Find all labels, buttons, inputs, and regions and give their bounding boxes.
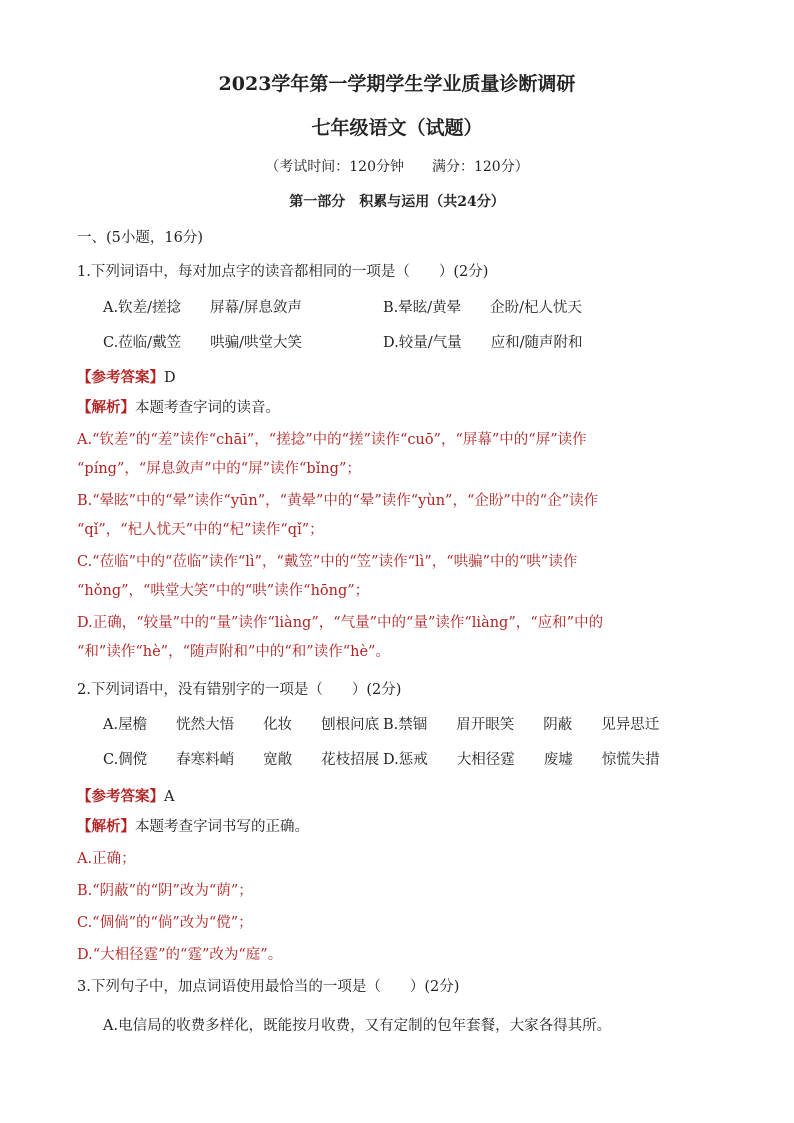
analysis-text: 本题考查字词书写的正确。: [135, 819, 309, 835]
page-title: 2023学年第一学期学生学业质量诊断调研: [218, 73, 576, 95]
q1-option-c: C.莅临/戴笠 哄骗/哄堂大笑: [103, 335, 302, 351]
q2-analysis: [77, 817, 309, 837]
q1-explanation-line: A.“钦差”的“差”读作“chāi”，“搓捻”中的“搓”读作“cuō”，“屏幕”中的“屏”读作: [77, 432, 587, 448]
answer-tag: 【参考答案】: [77, 369, 164, 386]
q3-stem: 3.下列句子中，加点词语使用最恰当的一项是（ ）(2分): [77, 979, 460, 995]
part-title: 第一部分 积累与运用（共24分）: [289, 194, 505, 210]
q2-explanation-line: A.正确；: [77, 851, 136, 867]
q1-explanation-line: “qǐ”，“杞人忧天”中的“杞”读作“qǐ”；: [77, 522, 324, 538]
q2-option-b: B.禁锢 眉开眼笑 阴蔽 见异思迁: [383, 717, 660, 733]
q2-explanation-line: C.“倜倘”的“倘”改为“傥”；: [77, 915, 253, 931]
page-subtitle: 七年级语文（试题）: [311, 117, 483, 139]
q2-option-d: D.惩戒 大相径霆 废墟 惊慌失措: [383, 752, 660, 768]
analysis-text: 本题考查字词的读音。: [135, 400, 280, 416]
q1-explanation-line: “和”读作“hè”，“随声附和”中的“和”读作“hè”。: [77, 644, 390, 660]
q1-stem: 1.下列词语中，每对加点字的读音都相同的一项是（ ）(2分): [77, 264, 489, 280]
section-label: 一、(5小题，16分): [77, 230, 203, 246]
q1-answer: [77, 368, 176, 388]
q1-option-d: D.较量/气量 应和/随声附和: [383, 335, 583, 351]
q1-explanation-line: D.正确，“较量”中的“量”读作“liàng”，“气量”中的“量”读作“liàng”，“应和”中的: [77, 615, 604, 631]
q1-explanation-line: C.“莅临”中的“莅临”读作“lì”，“戴笠”中的“笠”读作“lì”，“哄骗”中的“哄”读作: [77, 554, 578, 570]
answer-value: A: [164, 789, 175, 805]
answer-tag: 【参考答案】: [77, 788, 164, 805]
answer-value: D: [164, 370, 176, 386]
q1-explanation-line: “píng”，“屏息敛声”中的“屏”读作“bǐng”；: [77, 461, 361, 477]
q2-explanation-line: B.“阴蔽”的“阴”改为“荫”；: [77, 883, 253, 899]
exam-info: （考试时间：120分钟 满分：120分）: [265, 159, 529, 175]
analysis-tag: 【解析】: [77, 399, 135, 416]
q2-option-c: C.倜傥 春寒料峭 宽敞 花枝招展: [103, 752, 380, 768]
q3-option-a: A.电信局的收费多样化，既能按月收费，又有定制的包年套餐，大家各得其所。: [103, 1018, 612, 1034]
analysis-tag: 【解析】: [77, 818, 135, 835]
q1-option-b: B.晕眩/黄晕 企盼/杞人忧天: [383, 300, 583, 316]
q1-explanation-line: B.“晕眩”中的“晕”读作“yūn”，“黄晕”中的“晕”读作“yùn”，“企盼”中的“企”读作: [77, 493, 599, 509]
q2-option-a: A.屋檐 恍然大悟 化妆 刨根问底: [103, 717, 380, 733]
q2-answer: [77, 787, 174, 807]
q2-explanation-line: D.“大相径霆”的“霆”改为“庭”。: [77, 947, 283, 963]
q1-explanation-line: “hǒng”，“哄堂大笑”中的“哄”读作“hōng”；: [77, 583, 370, 599]
q2-stem: 2.下列词语中，没有错别字的一项是（ ）(2分): [77, 682, 402, 698]
q1-option-a: A.钦差/搓捻 屏幕/屏息敛声: [103, 300, 302, 316]
q1-analysis: [77, 398, 280, 418]
